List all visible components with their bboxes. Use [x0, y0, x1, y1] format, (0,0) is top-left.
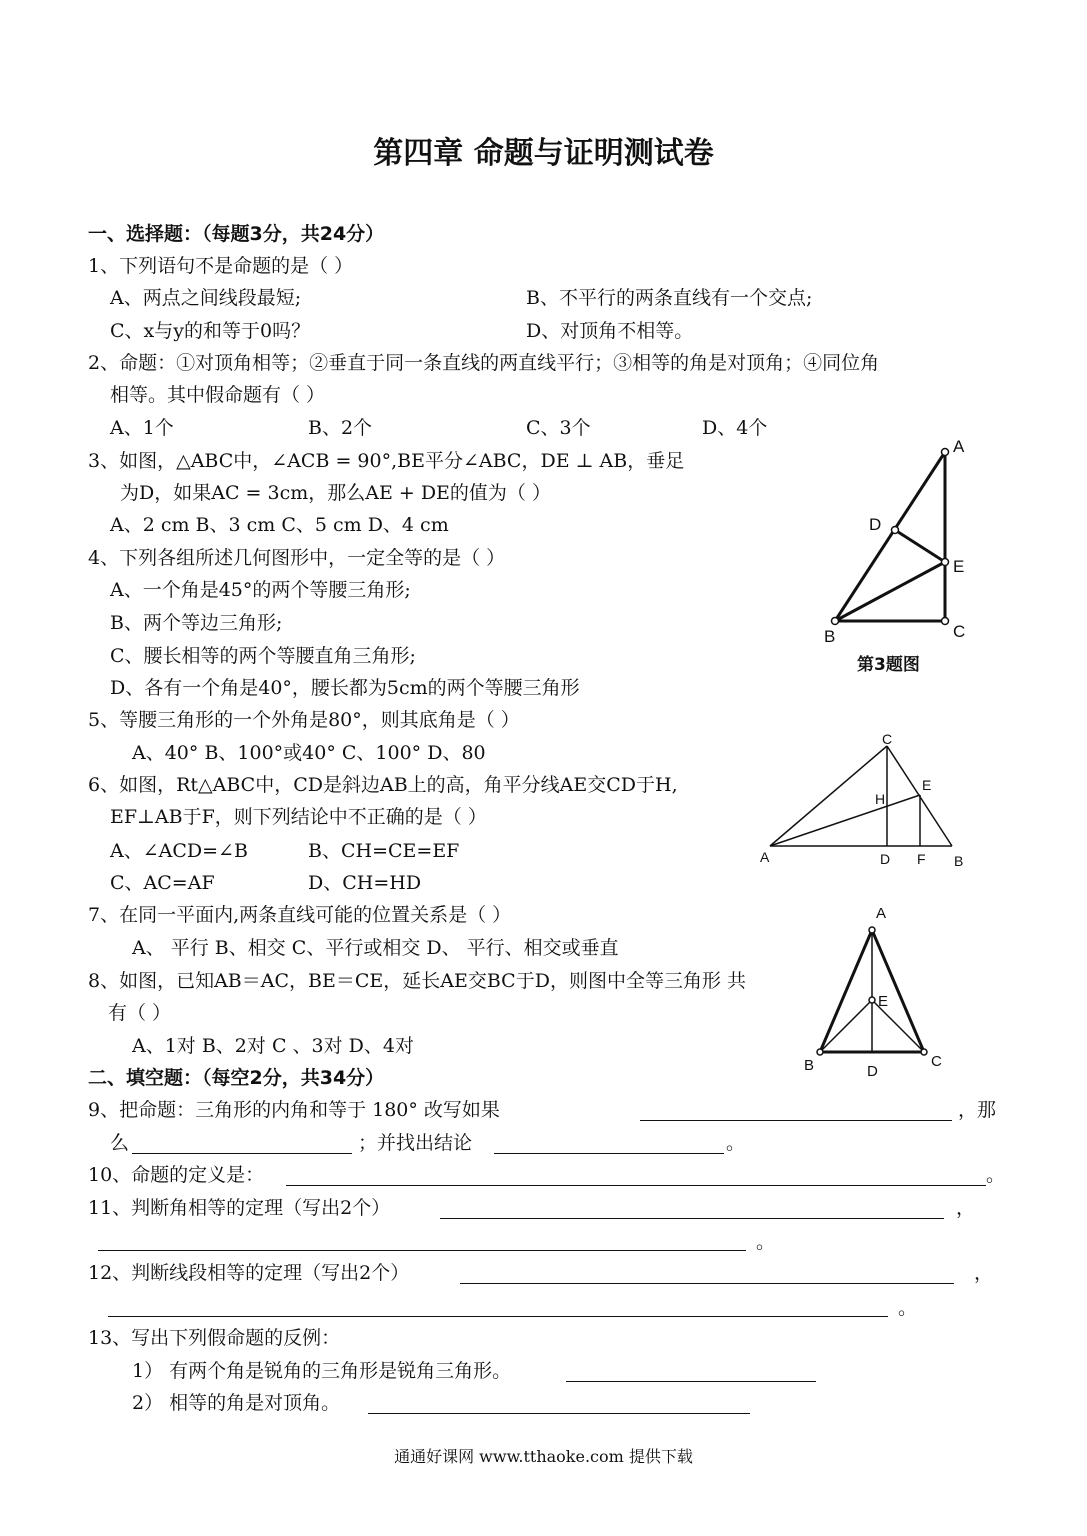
q3-stem-line2: 为D，如果AC = 3cm，那么AE + DE的值为（ ）: [120, 482, 551, 504]
figure-q3-caption: 第3题图: [857, 655, 920, 675]
q2-stem-line1: 2、命题：①对顶角相等；②垂直于同一条直线的两直线平行；③相等的角是对顶角；④同位角: [88, 352, 880, 374]
section-1-heading: 一、选择题：（每题3分，共24分）: [88, 223, 385, 245]
fig3-point-d: [892, 527, 899, 534]
q2-option-d: D、4个: [702, 417, 768, 439]
fig8-label-c: C: [931, 1053, 942, 1070]
q12-comma: ，: [974, 1262, 994, 1284]
q13-blank-2[interactable]: [368, 1413, 750, 1414]
fig3-label-b: B: [824, 627, 836, 646]
q8-stem-line1: 8、如图，已知AB＝AC，BE＝CE，延长AE交BC于D，则图中全等三角形 共: [88, 970, 746, 992]
q4-stem: 4、下列各组所述几何图形中，一定全等的是（ ）: [88, 547, 506, 569]
fig6-label-c: C: [882, 731, 893, 747]
q6-option-c: C、AC=AF: [110, 872, 215, 894]
q1-option-d: D、对顶角不相等。: [526, 320, 694, 342]
fig3-segment-de: [895, 530, 945, 562]
fig8-label-b: B: [804, 1057, 815, 1074]
q3-stem-line1: 3、如图，△ABC中，∠ACB = 90°,BE平分∠ABC，DE ⊥ AB，垂足: [88, 450, 685, 472]
fig3-label-d: D: [869, 515, 882, 534]
section-2-heading: 二、填空题：（每空2分，共34分）: [88, 1067, 385, 1089]
q11-blank-2[interactable]: [98, 1250, 746, 1251]
q5-stem: 5、等腰三角形的一个外角是80°，则其底角是（ ）: [88, 709, 520, 731]
fig6-label-d: D: [880, 851, 891, 867]
fig8-point-b: [817, 1049, 823, 1055]
q10-end: 。: [986, 1164, 1006, 1186]
fig3-label-a: A: [953, 437, 965, 456]
q9-blank-then[interactable]: [132, 1153, 352, 1154]
q12-blank-1[interactable]: [460, 1283, 954, 1284]
fig8-label-a: A: [876, 905, 887, 922]
q9-blank-conclusion[interactable]: [494, 1153, 724, 1154]
q10-stem: 10、命题的定义是：: [88, 1164, 265, 1186]
fig3-point-c: [942, 618, 949, 625]
q7-stem: 7、在同一平面内,两条直线可能的位置关系是（ ）: [88, 904, 512, 926]
q11-stem: 11、判断角相等的定理（写出2个）: [88, 1197, 391, 1219]
q9-text-3: 么: [110, 1132, 130, 1154]
q6-stem-line1: 6、如图，Rt△ABC中，CD是斜边AB上的高，角平分线AE交CD于H,: [88, 774, 678, 796]
fig6-label-h: H: [875, 791, 886, 807]
q6-option-b: B、CH=CE=EF: [308, 840, 460, 862]
fig8-side-ab: [820, 930, 872, 1052]
fig3-label-e: E: [953, 557, 965, 576]
figure-q6: [752, 728, 982, 874]
q8-stem-line2: 有（ ）: [108, 1002, 172, 1024]
q2-stem-line2: 相等。其中假命题有（ ）: [110, 384, 326, 406]
fig6-label-f: F: [917, 851, 926, 867]
fig8-label-e: E: [878, 993, 889, 1010]
fig6-label-e: E: [922, 777, 932, 793]
fig3-side-ab: [835, 452, 945, 621]
q12-blank-2[interactable]: [108, 1316, 888, 1317]
figure-q8: [800, 902, 950, 1082]
q11-comma: ，: [956, 1197, 976, 1219]
q1-option-b: B、不平行的两条直线有一个交点;: [526, 287, 813, 309]
q5-options: A、40° B、100°或40° C、100° D、80: [132, 742, 486, 764]
q1-option-c: C、x与y的和等于0吗？: [110, 320, 311, 342]
q1-stem: 1、下列语句不是命题的是（ ）: [88, 255, 354, 277]
q13-item-2: 2） 相等的角是对顶角。: [132, 1392, 341, 1414]
q6-option-a: A、∠ACD=∠B: [110, 840, 248, 862]
q1-option-a: A、两点之间线段最短;: [110, 287, 302, 309]
q4-option-d: D、各有一个角是40°，腰长都为5cm的两个等腰三角形: [110, 677, 580, 699]
fig3-segment-be: [835, 562, 945, 621]
q13-item-1: 1） 有两个角是锐角的三角形是锐角三角形。: [132, 1360, 512, 1382]
q12-stem: 12、判断线段相等的定理（写出2个）: [88, 1262, 410, 1284]
q11-end: 。: [756, 1231, 776, 1253]
q4-option-c: C、腰长相等的两个等腰直角三角形;: [110, 645, 416, 667]
q10-blank[interactable]: [286, 1185, 986, 1186]
fig3-point-b: [832, 618, 839, 625]
q3-options: A、2 cm B、3 cm C、5 cm D、4 cm: [110, 514, 449, 536]
q2-option-c: C、3个: [526, 417, 591, 439]
figure-q3: [812, 430, 1002, 650]
fig6-side-ac: [770, 746, 887, 846]
fig8-point-a: [869, 927, 875, 933]
fig8-point-c: [921, 1049, 927, 1055]
q9-blank-if[interactable]: [640, 1120, 952, 1121]
q13-stem: 13、写出下列假命题的反例：: [88, 1327, 341, 1349]
q7-options: A、 平行 B、相交 C、平行或相交 D、 平行、相交或垂直: [132, 937, 619, 959]
q9-text-5: 。: [726, 1132, 746, 1154]
fig6-label-a: A: [760, 849, 770, 865]
q4-option-a: A、一个角是45°的两个等腰三角形;: [110, 579, 411, 601]
q6-stem-line2: EF⊥AB于F，则下列结论中不正确的是（ ）: [110, 806, 487, 828]
q9-text-4: ；并找出结论: [358, 1132, 473, 1154]
q9-text-2: ，那: [958, 1099, 997, 1121]
page-title: 第四章 命题与证明测试卷: [373, 136, 714, 171]
fig3-point-a: [942, 449, 949, 456]
q13-blank-1[interactable]: [566, 1381, 816, 1382]
q9-text-1: 9、把命题：三角形的内角和等于 180° 改写如果: [88, 1099, 500, 1121]
q2-option-b: B、2个: [308, 417, 373, 439]
fig8-label-d: D: [867, 1063, 878, 1080]
fig6-bisector-ae: [770, 795, 920, 846]
q2-option-a: A、1个: [110, 417, 174, 439]
fig6-label-b: B: [954, 853, 964, 869]
fig3-label-c: C: [953, 622, 966, 641]
q8-options: A、1对 B、2对 C 、3对 D、4对: [132, 1035, 414, 1057]
fig8-point-e: [869, 997, 875, 1003]
q6-option-d: D、CH=HD: [308, 872, 422, 894]
fig8-segment-be: [820, 1000, 872, 1052]
fig8-side-ac: [872, 930, 924, 1052]
fig3-point-e: [942, 559, 949, 566]
page-footer: 通通好课网 www.tthaoke.com 提供下载: [394, 1447, 693, 1466]
q11-blank-1[interactable]: [440, 1218, 944, 1219]
q4-option-b: B、两个等边三角形;: [110, 612, 283, 634]
q12-end: 。: [898, 1297, 918, 1319]
